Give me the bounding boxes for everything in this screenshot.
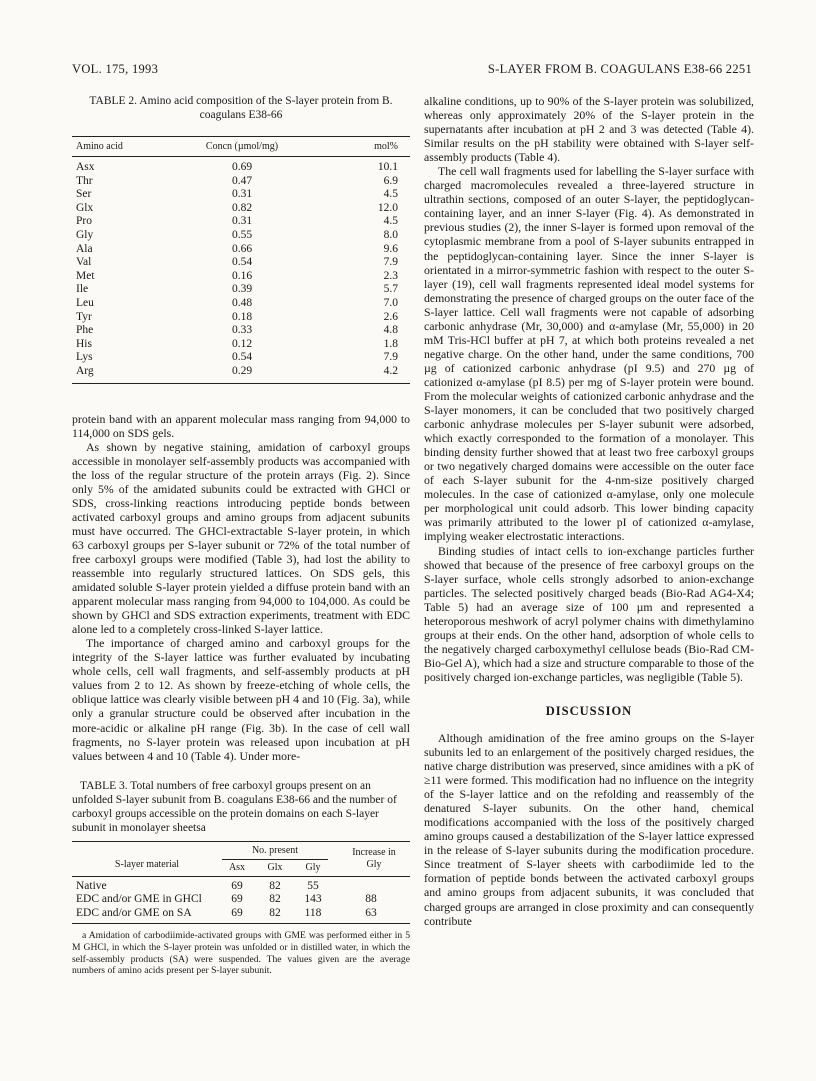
glx-cell: 82 [269,893,281,906]
table3-col-no-present: No. present [251,844,299,856]
molpct-cell: 9.6 [383,242,398,255]
molpct-cell: 7.9 [383,256,398,269]
table-row [72,893,410,907]
paragraph-cell-wall-labelling: The cell wall fragments used for labelling the S-layer surface with charged macromolecules revealed a three-layered structure in ultrathin sections, composed of an outer S-layer, the peptidoglycan-containing layer, and an inner S-layer (Fig. 4). As demonstrated in previous studies (2), the inner S-layer is formed upon removal of the cytoplasmic membrane from a pool of S-layer subunits entrapped in the peptidoglycan-containing layer. Since the inner S-layer is orientated in a mirror-symmetric fashion with respect to the outer S-layer (19), cell wall fragments represented ideal model systems for demonstrating the presence of charged groups on the outer face of the S-layer lattice. Cell wall fragments were not capable of adsorbing carbonic anhydrase (Mr, 30,000) and α-amylase (Mr, 55,000) in 20 mM Tris-HCl buffer at pH 7, at which both proteins revealed a net negative charge. On the other hand, under the same conditions, 700 µg of cationized carbonic anhydrase (pI 9.5) and 270 µg of cationized α-amylase (pI 8.5) per mg of S-layer protein were bound. From the molecular weights of cationized carbonic anhydrase and the S-layer monomers, it can be concluded that two positively charged carbonic anhydrase molecules per S-layer subunit were adsorbed, which exactly corresponded to the formation of a monolayer. This binding density further showed that at least two free carboxyl groups or two negatively charged domains were accessible on the outer face of each S-layer subunit for the 4-nm-size positively charged molecules. In the case of cationized α-amylase, only one molecule per morphological unit could adsorb. This lower binding capacity was primarily attributed to the lower pI of cationized α-amylase, implying weaker electrostatic interactions. [424,164,754,544]
table3-footnote: a Amidation of carbodiimide-activated groups with GME was performed either in 5 M GHCl, in which the S-layer protein was unfolded or in distilled water, in which the self-assembly products (SA) were suspended. The values given are the average numbers of amino acids present per S-layer subunit. [72,930,410,977]
concn-cell: 0.31 [231,215,253,228]
amino-acid-cell: Val [76,256,92,269]
increase-cell: 63 [365,906,377,919]
table-row [72,215,410,229]
concn-cell: 0.54 [231,256,253,269]
discussion-heading: DISCUSSION [545,703,633,718]
table-row [72,175,410,189]
table-row [72,161,410,175]
table-row [72,297,410,311]
molpct-cell: 4.5 [383,188,398,201]
table3-group-rule [222,859,328,860]
paragraph-continuation: protein band with an apparent molecular mass ranging from 94,000 to 114,000 on SDS gels. [72,411,410,440]
increase-cell: 88 [365,893,377,906]
table-row [72,907,410,921]
molpct-cell: 7.9 [383,351,398,364]
concn-cell: 0.55 [231,228,253,241]
glx-cell: 82 [269,879,281,892]
concn-cell: 0.66 [231,242,253,255]
amino-acid-cell: His [76,337,92,350]
table-row [72,202,410,216]
table3-subheaders [218,862,332,874]
table-row [72,365,410,379]
paragraph-alkaline-continuation: alkaline conditions, up to 90% of the S-layer protein was solubilized, whereas only approximately 20% of the S-layer protein in the supernatants after incubation at pH 2 and 3 was detected (Table 4). Similar results on the pH stability were obtained with S-layer self-assembly products (Table 4). [424,94,754,165]
table-row [72,229,410,243]
molpct-cell: 10.1 [377,161,398,173]
table3-col-gly: Gly [305,861,321,873]
table3 [72,841,410,977]
table2-header-row [72,137,410,156]
molpct-cell: 4.8 [383,324,398,337]
material-cell: EDC and/or GME in GHCl [76,893,202,906]
gly-cell: 55 [307,879,319,892]
molpct-cell: 7.0 [383,296,398,309]
amino-acid-cell: Glx [76,201,94,214]
table2-col-amino-acid: Amino acid [76,141,123,152]
molpct-cell: 2.6 [383,310,398,323]
amino-acid-cell: Ile [76,283,89,296]
molpct-cell: 12.0 [377,201,398,214]
molpct-cell: 8.0 [383,228,398,241]
table-row [72,311,410,325]
table3-col-glx: Glx [267,861,283,873]
table3-col-group [218,845,332,874]
table-row [72,338,410,352]
table2-body [72,161,410,379]
amino-acid-cell: Gly [76,228,94,241]
gly-cell: 143 [304,893,322,906]
concn-cell: 0.82 [231,201,253,214]
gly-cell: 118 [304,906,322,919]
molpct-cell: 4.2 [383,364,398,377]
molpct-cell: 6.9 [383,174,398,187]
asx-cell: 69 [231,906,243,919]
concn-cell: 0.48 [231,296,253,309]
table-row [72,256,410,270]
concn-cell: 0.31 [231,188,253,201]
amino-acid-cell: Asx [76,161,95,173]
running-header-title-page: S-LAYER FROM B. COAGULANS E38-66 2251 [487,62,752,76]
molpct-cell: 2.3 [383,269,398,282]
amino-acid-cell: Ala [76,242,93,255]
concn-cell: 0.54 [231,351,253,364]
table-row [72,243,410,257]
table3-col-material: S-layer material [114,858,180,870]
table2-col-concn: Concn (µmol/mg) [205,141,279,152]
asx-cell: 69 [231,893,243,906]
table-row [72,188,410,202]
concn-cell: 0.16 [231,269,253,282]
paragraph-negative-staining: As shown by negative staining, amidation of carboxyl groups accessible in monolayer self-assembly products was accompanied with the loss of the regular structure of the protein arrays (Fig. 2). Since only 5% of the amidated subunits could be extracted with GHCl or SDS, cross-linking reactions introducing peptide bonds between activated carboxyl groups and amino groups from adjacent subunits must have occurred. The GHCl-extractable S-layer protein, in which 63 carboxyl groups per S-layer subunit or 72% of the total number of free carboxyl groups were modified (Table 3), had lost the ability to reassemble into regularly structured lattices. On SDS gels, this amidated soluble S-layer protein yielded a diffuse protein band with an apparent molecular mass ranging from 94,000 to 104,000. As could be shown by GHCl and SDS extraction experiments, treatment with EDC alone led to a completely cross-linked S-layer lattice. [72,439,410,637]
amino-acid-cell: Thr [76,174,93,187]
concn-cell: 0.47 [231,174,253,187]
amino-acid-cell: Arg [76,364,94,377]
running-header-volume: VOL. 175, 1993 [72,62,159,76]
molpct-cell: 4.5 [383,215,398,228]
molpct-cell: 5.7 [383,283,398,296]
table3-bottom-rule [72,923,410,924]
left-column [72,94,410,977]
amino-acid-cell: Ser [76,188,92,201]
material-cell: Native [76,879,107,892]
table-row [72,324,410,338]
table2 [72,136,410,384]
asx-cell: 69 [231,879,243,892]
table-row [72,351,410,365]
table-row [72,880,410,894]
right-column [424,94,754,928]
concn-cell: 0.12 [231,337,253,350]
concn-cell: 0.69 [231,161,253,173]
table3-caption: TABLE 3. Total numbers of free carboxyl groups present on an unfolded S-layer subunit from B. coagulans E38-66 and the number of carboxyl groups accessible on the protein domains on each S-layer subunit in monolayer sheetsa [72,779,397,834]
paragraph-ph-integrity: The importance of charged amino and carboxyl groups for the integrity of the S-layer lattice was further evaluated by incubating whole cells, cell wall fragments, and self-assembly products at pH values from 2 to 12. As shown by freeze-etching of whole cells, the oblique lattice was clearly visible between pH 4 and 10 (Fig. 3a), while only a granular structure could be observed after incubation in the more-acidic or alkaline pH range (Fig. 3b). In the case of cell wall fragments, no S-layer protein was released upon incubation at pH values between 4 and 10 (Table 4). Under more- [72,636,410,763]
table2-header-rule [72,156,410,157]
amino-acid-cell: Lys [76,351,93,364]
concn-cell: 0.29 [231,364,253,377]
amino-acid-cell: Leu [76,296,94,309]
table-row [72,283,410,297]
paragraph-ion-exchange: Binding studies of intact cells to ion-exchange particles further showed that because of the presence of free carboxyl groups on the S-layer surface, whole cells strongly adsorbed to anion-exchange particles. The selected positively charged beads (Bio-Rad AG4-X4; Table 5) had an average size of 100 µm and represented a heteroporous meshwork of acryl polymer chains with dimethylamino groups at their ends. On the other hand, adsorption of whole cells to the negatively charged carboxymethyl cellulose beads (Bio-Rad CM-Bio-Gel A), which had a size and structure comparable to those of the positively charged ion-exchange particles, was negligible (Table 5). [424,543,754,684]
concn-cell: 0.18 [231,310,253,323]
material-cell: EDC and/or GME on SA [76,906,192,919]
increase-cell [332,880,410,894]
glx-cell: 82 [269,906,281,919]
molpct-cell: 1.8 [383,337,398,350]
table3-col-asx: Asx [228,861,246,873]
table2-caption: TABLE 2. Amino acid composition of the S-layer protein from B. coagulans E38-66 [89,95,393,121]
amino-acid-cell: Tyr [76,310,92,323]
amino-acid-cell: Phe [76,324,94,337]
table3-col-increase: Increase in Gly [352,846,396,870]
amino-acid-cell: Pro [76,215,92,228]
paragraph-discussion: Although amidination of the free amino groups on the S-layer subunits led to an enlargement of the positively charged residues, the native charge distribution was preserved, since amidines with a pK of ≥11 were formed. This modification had no influence on the integrity of the S-layer lattice and on the refolding and reassembly of the denatured S-layer subunits. On the other hand, chemical modifications accompanied with the loss of the positively charged amino groups caused a destabilization of the S-layer lattice expressed in the release of S-layer subunits during the modification procedure. Since treatment of S-layer sheets with carbodiimide led to the formation of peptide bonds between the activated carboxyl groups and amino groups from adjacent subunits, it was concluded that charged groups are arranged in close proximity and can consequently contribute [424,730,754,928]
table2-col-molpct: mol% [374,141,398,152]
concn-cell: 0.33 [231,324,253,337]
concn-cell: 0.39 [231,283,253,296]
amino-acid-cell: Met [76,269,95,282]
table-row [72,270,410,284]
table3-header-row [72,842,410,874]
table3-header-rule [72,876,410,877]
